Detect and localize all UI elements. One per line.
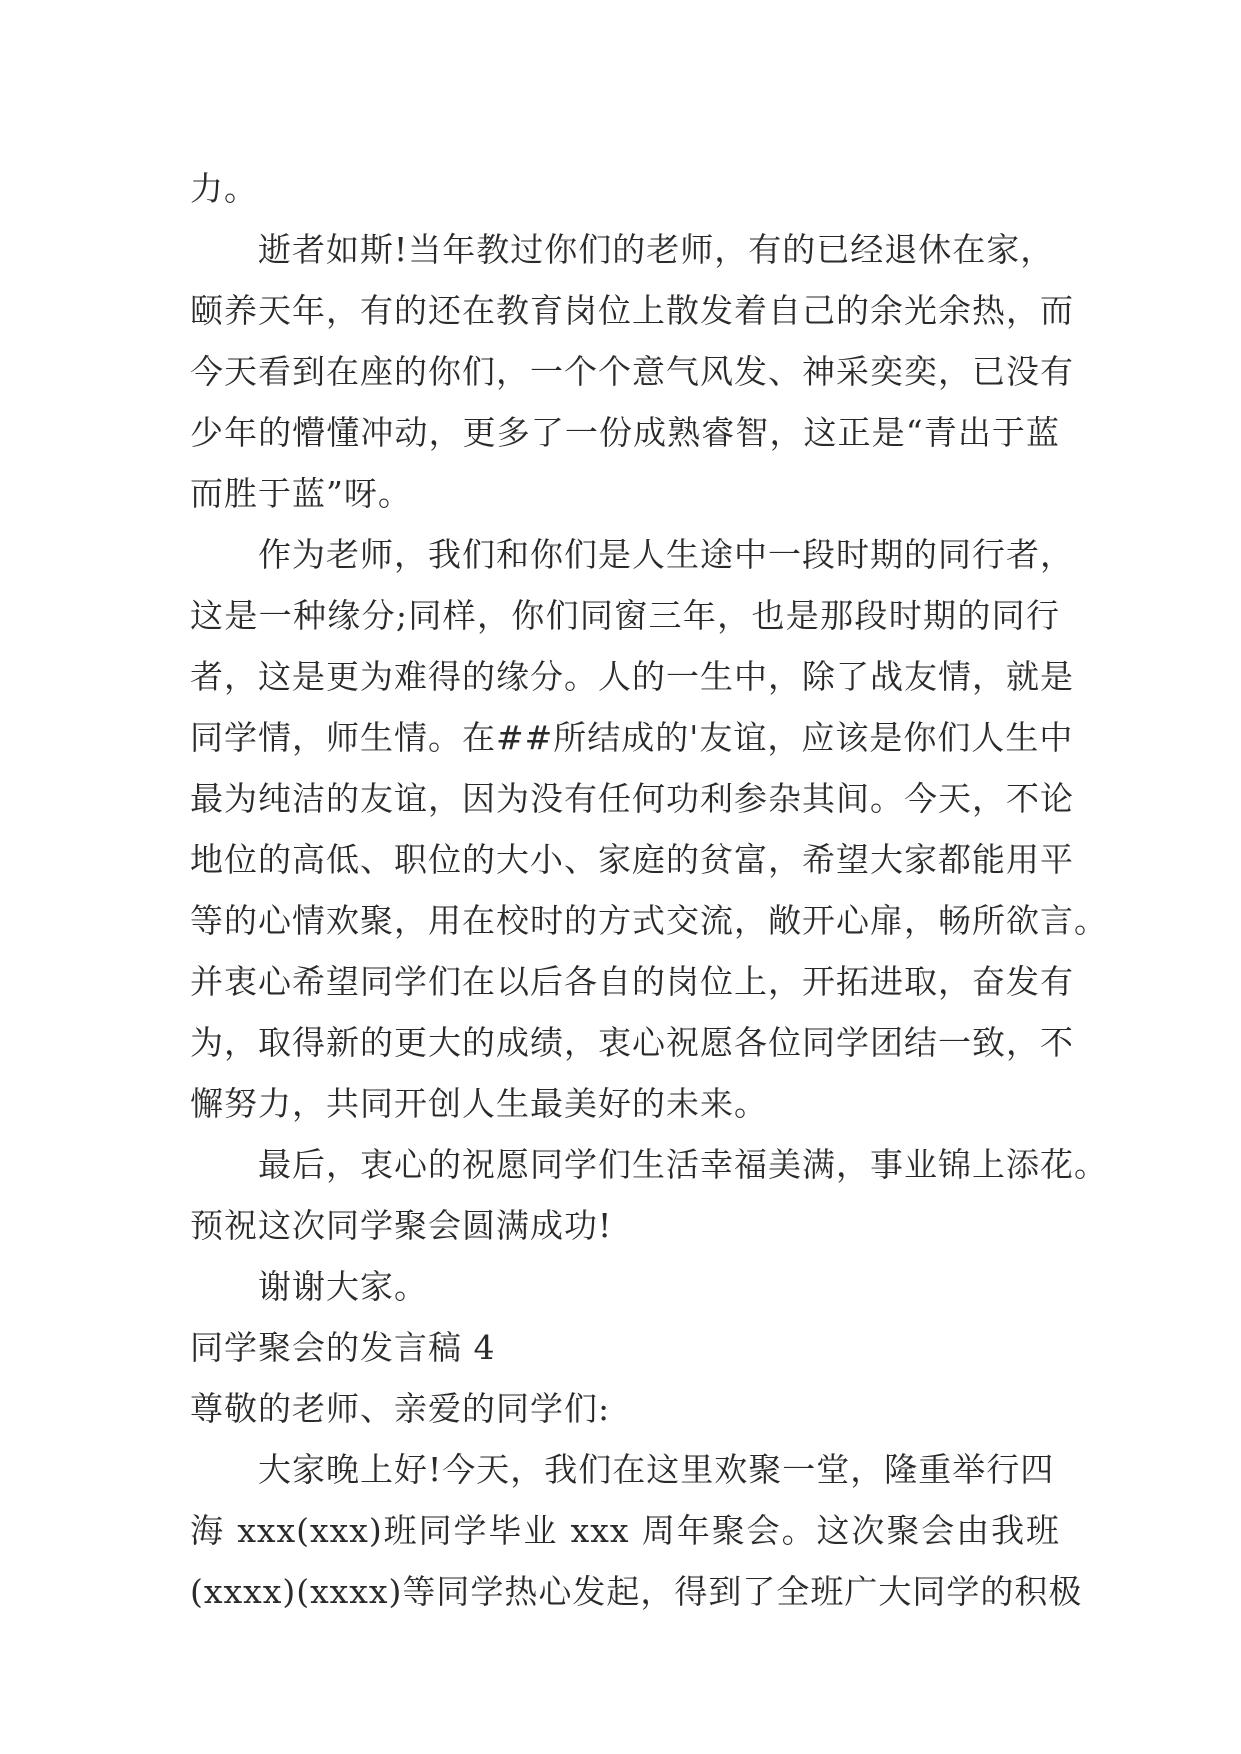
- text-line: 等的心情欢聚，用在校时的方式交流，敞开心扉，畅所欲言。: [190, 901, 1108, 940]
- salutation-line: 尊敬的老师、亲爱的同学们:: [190, 1389, 611, 1428]
- paragraph-start-line: 大家晚上好!今天，我们在这里欢聚一堂，隆重举行四: [258, 1450, 1055, 1489]
- text-line: 并衷心希望同学们在以后各自的岗位上，开拓进取，奋发有: [190, 962, 1074, 1001]
- text-line: 为，取得新的更大的成绩，衷心祝愿各位同学团结一致，不: [190, 1023, 1074, 1062]
- text-line: 地位的高低、职位的大小、家庭的贫富，希望大家都能用平: [190, 840, 1074, 879]
- document-body: [190, 158, 1108, 1622]
- text-line: 预祝这次同学聚会圆满成功!: [190, 1206, 613, 1245]
- paragraph-start-line: 作为老师，我们和你们是人生途中一段时期的同行者，: [258, 535, 1074, 574]
- text-line: 同学情，师生情。在##所结成的'友谊，应该是你们人生中: [190, 718, 1074, 757]
- text-line: 颐养天年，有的还在教育岗位上散发着自己的余光余热，而: [190, 291, 1074, 330]
- text-line: 者，这是更为难得的缘分。人的一生中，除了战友情，就是: [190, 657, 1074, 696]
- paragraph-start-line: 逝者如斯!当年教过你们的老师，有的已经退休在家，: [258, 230, 1055, 269]
- text-line: 海 xxx(xxx)班同学毕业 xxx 周年聚会。这次聚会由我班: [190, 1511, 1060, 1550]
- text-line: 而胜于蓝”呀。: [190, 474, 412, 513]
- text-line: 今天看到在座的你们，一个个意气风发、神采奕奕，已没有: [190, 352, 1074, 391]
- text-line: 懈努力，共同开创人生最美好的未来。: [190, 1084, 768, 1123]
- paragraph-start-line: 最后，衷心的祝愿同学们生活幸福美满，事业锦上添花。: [258, 1145, 1108, 1184]
- text-line: 这是一种缘分;同样，你们同窗三年，也是那段时期的同行: [190, 596, 1060, 635]
- text-line: 少年的懵懂冲动，更多了一份成熟睿智，这正是“青出于蓝: [190, 413, 1060, 452]
- section-heading: 同学聚会的发言稿 4: [190, 1328, 496, 1367]
- text-line: (xxxx)(xxxx)等同学热心发起，得到了全班广大同学的积极: [190, 1572, 1083, 1611]
- text-line: 最为纯洁的友谊，因为没有任何功利参杂其间。今天，不论: [190, 779, 1074, 818]
- text-line: 力。: [190, 169, 258, 208]
- closing-line: 谢谢大家。: [258, 1267, 428, 1306]
